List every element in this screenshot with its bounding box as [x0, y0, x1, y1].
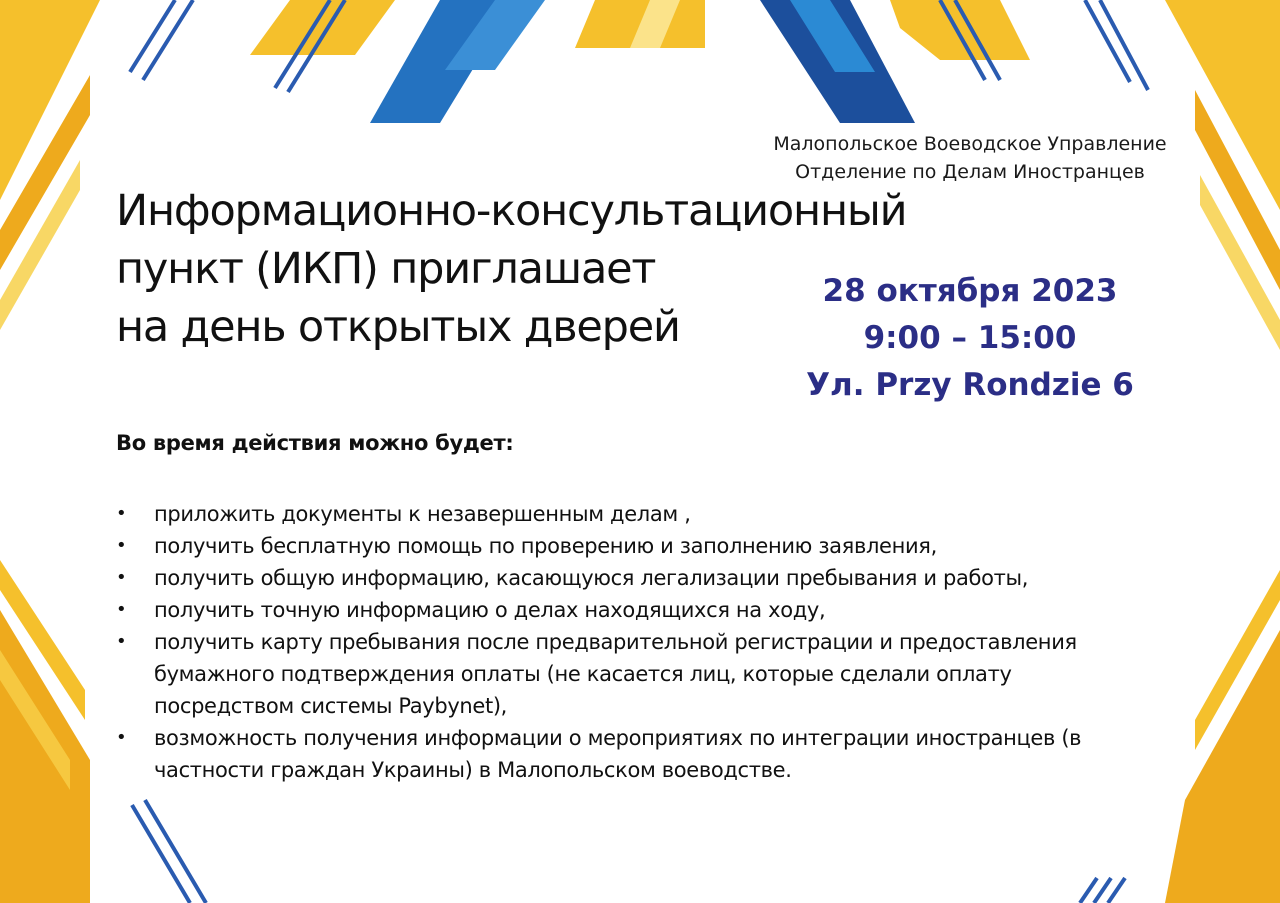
list-item-line: получить точную информацию о делах находящихся на ходу,: [154, 598, 826, 622]
organization-header: [700, 130, 1240, 186]
list-item-line: получить общую информацию, касающуюся легализации пребывания и работы,: [154, 566, 1029, 590]
list-item-line: бумажного подтверждения оплаты (не касается лиц, которые сделали оплату: [154, 662, 1012, 686]
bullet-icon: •: [116, 599, 127, 620]
bullet-icon: •: [116, 727, 127, 748]
bullet-icon: •: [116, 631, 127, 652]
title-line-1: Информационно-консультационный: [116, 186, 907, 236]
list-item-line: возможность получения информации о мероприятиях по интеграции иностранцев (в: [154, 726, 1082, 750]
bullet-icon: •: [116, 503, 127, 524]
list-item-line: получить бесплатную помощь по проверению и заполнению заявления,: [154, 534, 937, 558]
organization-line-1: Малопольское Воеводское Управление: [773, 133, 1167, 155]
list-item: [116, 626, 1196, 722]
list-item: [116, 498, 1196, 530]
event-time: 9:00 – 15:00: [863, 320, 1077, 356]
event-date: 28 октября 2023: [822, 273, 1118, 309]
event-details: [770, 268, 1170, 409]
activities-list: [116, 498, 1196, 786]
list-item: [116, 594, 1196, 626]
list-item-line: приложить документы к незавершенным делам ,: [154, 502, 691, 526]
list-item-line: посредством системы Paybynet),: [154, 694, 508, 718]
main-title: [116, 182, 907, 356]
bullet-icon: •: [116, 567, 127, 588]
title-line-3: на день открытых дверей: [116, 302, 680, 352]
organization-line-2: Отделение по Делам Иностранцев: [795, 161, 1145, 183]
list-item: [116, 722, 1196, 786]
list-item-line: получить карту пребывания после предварительной регистрации и предоставления: [154, 630, 1077, 654]
bullet-icon: •: [116, 535, 127, 556]
list-item-line: частности граждан Украины) в Малопольском воеводстве.: [154, 758, 792, 782]
list-item: [116, 530, 1196, 562]
list-item: [116, 562, 1196, 594]
intro-heading: Во время действия можно будет:: [116, 431, 514, 455]
event-address: Ул. Przy Rondzie 6: [806, 367, 1134, 403]
title-line-2: пункт (ИКП) приглашает: [116, 244, 656, 294]
